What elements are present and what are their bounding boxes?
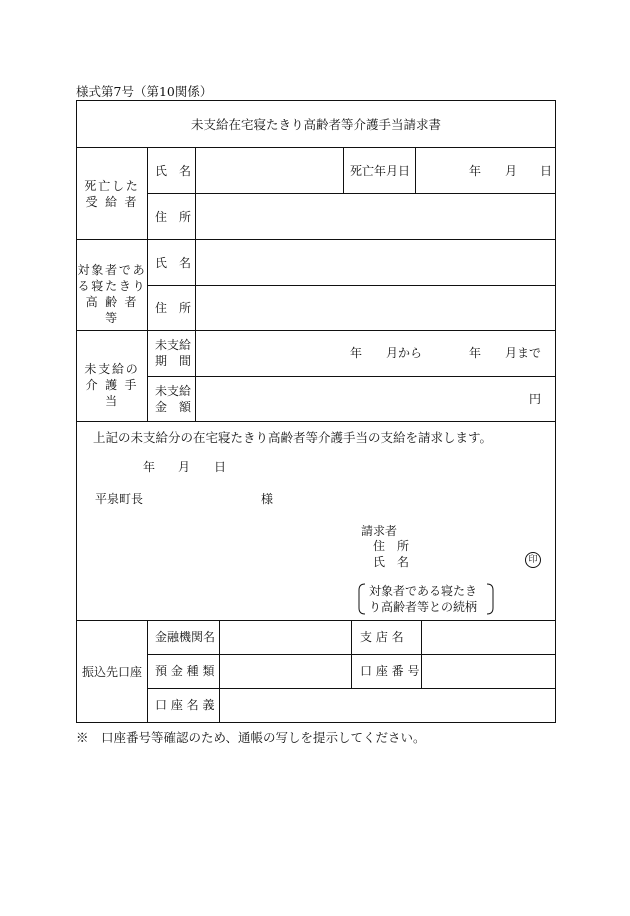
request-day: 日	[214, 460, 227, 474]
deceased-address-label: 住 所	[155, 210, 192, 224]
elder-group-label: 対象者であ る寝たきり 高 齢 者 等	[77, 263, 147, 325]
claim-form	[76, 100, 556, 723]
death-date-label: 死亡年月日	[350, 164, 411, 178]
deposit-type-field[interactable]	[220, 655, 351, 688]
request-year: 年	[143, 460, 156, 474]
footnote: ※ 口座番号等確認のため、通帳の写しを提示してください。	[76, 730, 426, 745]
unpaid-amount-field[interactable]	[196, 377, 555, 421]
period-to-month: 月まで	[505, 346, 542, 360]
deceased-address-field[interactable]	[196, 194, 555, 239]
account-number-label: 口 座 番 号	[360, 664, 420, 678]
claimant-name-label: 氏 名	[373, 555, 410, 569]
form-title: 未支給在宅寝たきり高齢者等介護手当請求書	[190, 117, 441, 132]
relation-label-2: り高齢者等との続柄	[369, 600, 478, 614]
period-label-1: 未支給	[155, 338, 192, 352]
amount-label-1: 未支給	[155, 384, 192, 398]
account-number-field[interactable]	[422, 655, 555, 688]
unpaid-period-field[interactable]	[196, 331, 555, 376]
deceased-group-label: 死亡した 受 給 者	[84, 179, 140, 209]
seal-mark: 印	[525, 552, 541, 568]
institution-label: 金融機関名	[155, 630, 216, 644]
deceased-name-label: 氏 名	[155, 164, 192, 178]
elder-name-field[interactable]	[196, 240, 555, 285]
death-date-field[interactable]	[416, 148, 555, 193]
amount-label-2: 金 額	[155, 400, 192, 414]
deceased-name-field[interactable]	[196, 148, 342, 193]
claimant-address-label: 住 所	[373, 539, 410, 553]
deposit-type-label: 預 金 種 類	[155, 664, 215, 678]
bank-group-label: 振込先口座	[81, 665, 142, 679]
relation-label-1: 対象者である寝たき	[369, 584, 478, 598]
yen-label: 円	[529, 392, 542, 406]
form-number: 様式第7号（第10関係）	[76, 84, 213, 99]
institution-field[interactable]	[220, 621, 351, 654]
death-month-label: 月	[505, 164, 518, 178]
unpaid-group-label: 未支給の 介 護 手 当	[84, 362, 140, 408]
branch-field[interactable]	[422, 621, 555, 654]
period-from-month: 月から	[386, 346, 423, 360]
claimant-label: 請求者	[361, 524, 398, 538]
elder-name-label: 氏 名	[155, 256, 192, 270]
request-month: 月	[178, 460, 191, 474]
elder-address-label: 住 所	[155, 301, 192, 315]
period-to-year: 年	[469, 346, 482, 360]
request-statement: 上記の未支給分の在宅寝たきり高齢者等介護手当の支給を請求します。	[93, 430, 493, 445]
relation-bracket-right	[485, 583, 495, 615]
period-from-year: 年	[350, 346, 363, 360]
death-day-label: 日	[540, 164, 553, 178]
period-label-2: 期 間	[155, 354, 192, 368]
branch-label: 支 店 名	[360, 630, 404, 644]
mayor-label: 平泉町長	[95, 492, 144, 506]
relation-bracket-left	[357, 583, 367, 615]
account-name-field[interactable]	[220, 689, 555, 722]
elder-address-field[interactable]	[196, 286, 555, 330]
sama-label: 様	[261, 492, 274, 506]
account-name-label: 口 座 名 義	[155, 698, 215, 712]
death-year-label: 年	[469, 164, 482, 178]
